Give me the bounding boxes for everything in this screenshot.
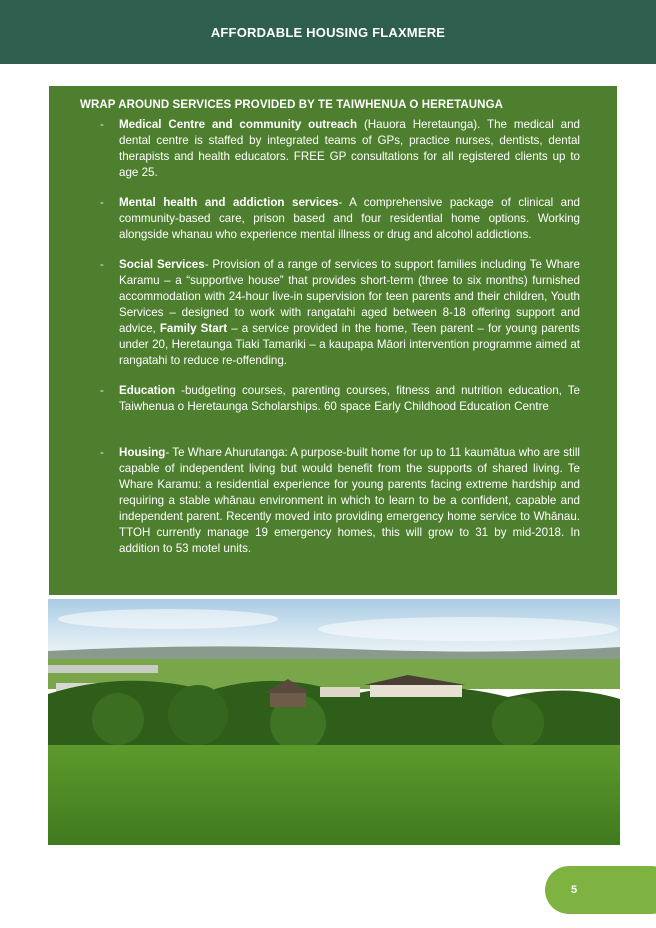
service-text: (Hauora Heretaunga). The medical and dental centre is staffed by integrated teams of GPs, practice nurses, dentists, dental therapists and health educators. FREE GP consultations for all registered clients up to age 25. — [119, 118, 580, 179]
service-medical — [80, 117, 580, 181]
header-title: AFFORDABLE HOUSING FLAXMERE — [210, 24, 446, 40]
service-education — [80, 383, 580, 415]
service-social — [80, 257, 580, 369]
service-text: - Provision of a range of services to support families including Te Whare Karamu – a “supportive house” that provides short-term (three to six months) furnished accommodation with 24-hour live-in supervision for teen parents and their children, Youth Services – designed to work with rangatahi aged between 8-18 offering support and advice, — [119, 258, 580, 335]
service-text: - A comprehensive package of clinical and community-based care, prison based and four residential home options. Working alongside whanau who experience mental illness or drug and alcohol addictions. — [119, 196, 580, 241]
service-title: Education — [119, 384, 176, 397]
landscape-photo — [48, 599, 620, 845]
service-housing — [80, 445, 580, 557]
service-text: – a service provided in the home, Teen parent – for young parents under 20, Heretaunga Tiaki Tamariki – a kaupapa Māori intervention programme aimed at rangatahi to reduce re-offending. — [119, 322, 580, 367]
service-text: - Te Whare Ahurutanga: A purpose-built home for up to 11 kaumātua who are still capable of independent living but would benefit from the supports of shared living. Te Whare Karamu: a residential experience for young parents facing extreme hardship and requiring a stable whānau environment in which to learn to be a confident, capable and independent parent. Recently moved into providing emergency home service to Whānau. TTOH currently manage 19 emergency homes, this will grow to 31 by mid-2018. In addition to 53 motel units. — [119, 446, 580, 555]
page-number-tab — [545, 866, 656, 914]
service-title: Social Services — [119, 258, 205, 271]
service-title: Medical Centre and community outreach — [119, 118, 358, 131]
service-title: Housing — [119, 446, 166, 459]
service-mental-health — [80, 195, 580, 243]
service-text: -budgeting courses, parenting courses, fitness and nutrition education, Te Taiwhenua o Heretaunga Scholarships. 60 space Early Childhood Education Centre — [119, 384, 580, 413]
service-title: Mental health and addiction services — [119, 196, 339, 209]
services-list — [80, 117, 580, 557]
page-header — [0, 0, 656, 64]
panel-heading: WRAP AROUND SERVICES PROVIDED BY TE TAIWHENUA O HERETAUNGA — [80, 99, 504, 111]
page-number: 5 — [570, 884, 578, 896]
service-inline-bold: Family Start — [159, 322, 228, 335]
services-panel — [49, 86, 617, 595]
